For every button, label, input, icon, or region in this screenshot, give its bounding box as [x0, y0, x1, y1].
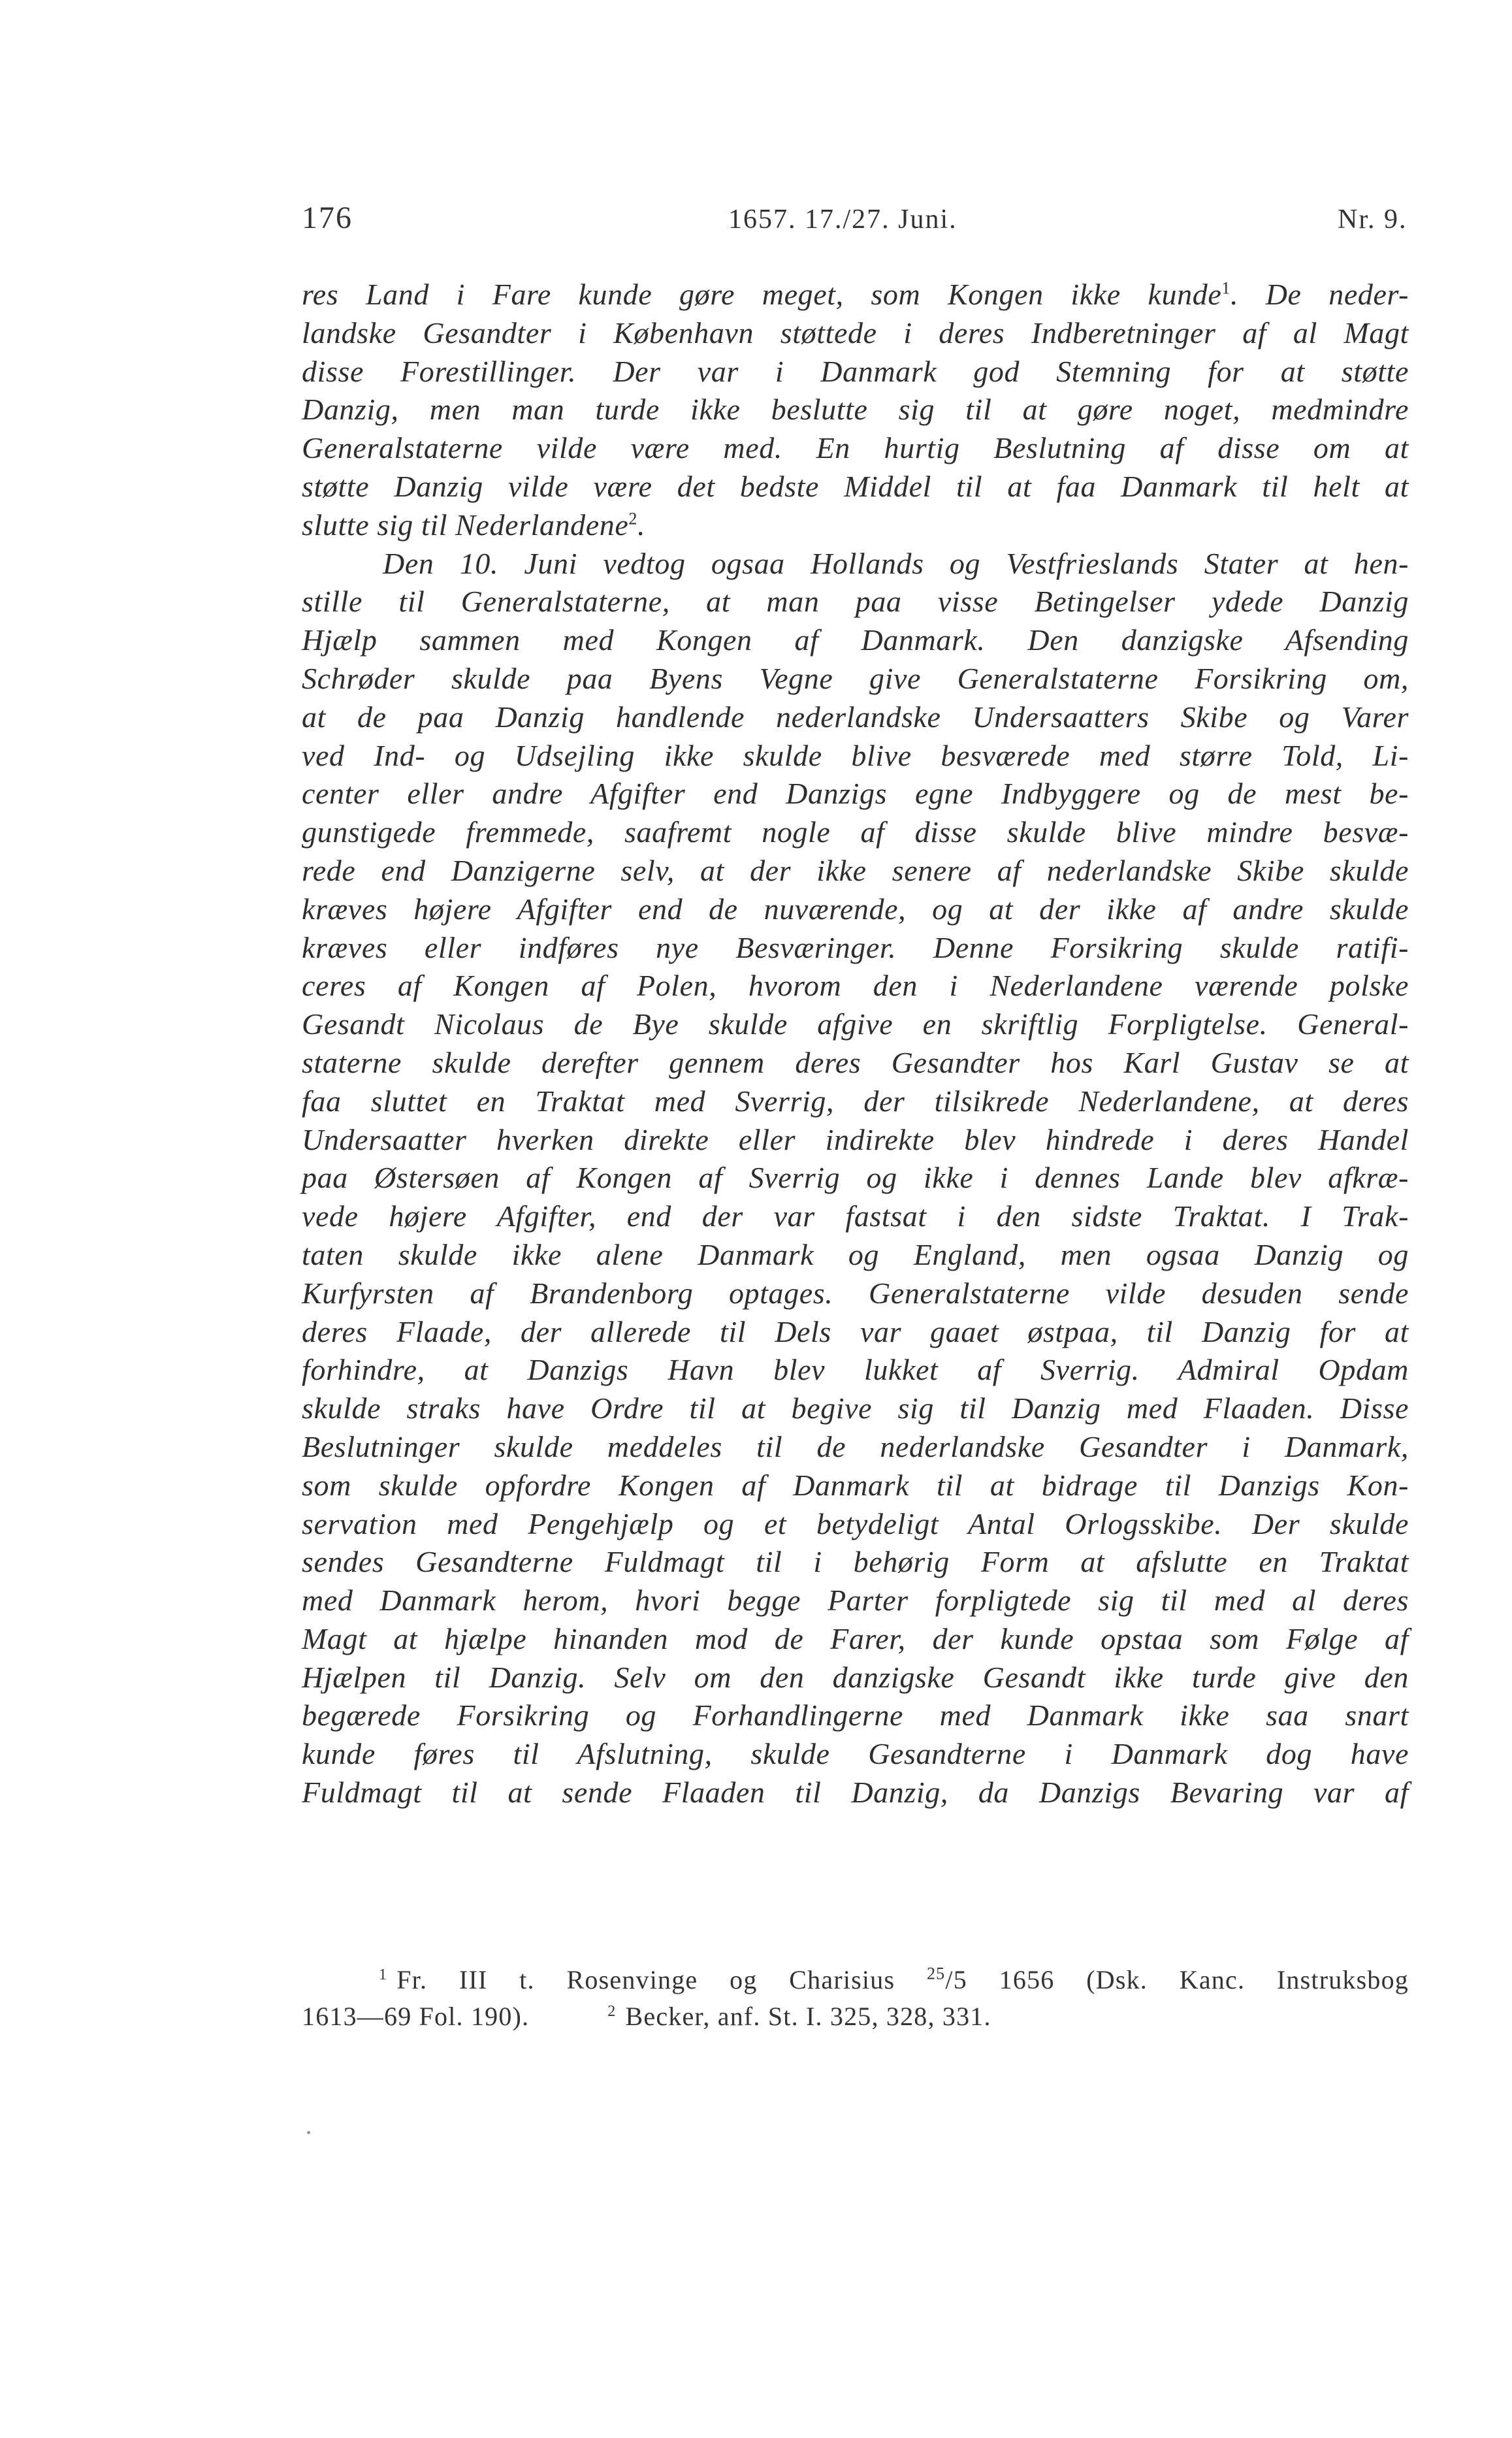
text-line: forhindre, at Danzigs Havn blev lukket af Sverrig. Admiral Opdam: [302, 1353, 1409, 1387]
running-header-date: 1657. 17./27. Juni.: [728, 204, 957, 235]
text-line: slutte sig til Nederlandene$^2$.: [302, 508, 646, 542]
text-line: deres Flaade, der allerede til Dels var gaaet østpaa, til Danzig for at: [302, 1314, 1409, 1348]
text-line: staterne skulde derefter gennem deres Gesandter hos Karl Gustav se at: [302, 1045, 1409, 1079]
footnotes: [302, 1962, 1409, 2035]
footnote-1: $^1$ Fr. III t. Rosenvinge og Charisius $^{25}$/5 1656 (Dsk. Kanc. Instruksbog: [379, 1964, 1409, 1994]
footnote-2: Becker, anf. St. I. 325, 328, 331.: [625, 2002, 991, 2031]
text-line: vede højere Afgifter, end der var fastsat i den sidste Traktat. I Trak-: [302, 1199, 1409, 1233]
text-line: sendes Gesandterne Fuldmagt til i behørig Form at afslutte en Traktat: [302, 1545, 1409, 1579]
text-line: stille til Generalstaterne, at man paa visse Betingelser ydede Danzig: [302, 585, 1409, 619]
text-line: res Land i Fare kunde gøre meget, som Kongen ikke kunde$^1$. De neder-: [302, 278, 1409, 311]
text-line: støtte Danzig vilde være det bedste Middel til at faa Danmark til helt at: [302, 469, 1409, 503]
text-line: begærede Forsikring og Forhandlingerne med Danmark ikke saa snart: [302, 1698, 1409, 1732]
text-line: Magt at hjælpe hinanden mod de Farer, der kunde opstaa som Følge af: [302, 1621, 1409, 1655]
footnote-1-continued: 1613—69 Fol. 190). $^2$ Becker, anf. St. I. 325, 328, 331.: [302, 2002, 991, 2031]
page-speck: [307, 2131, 310, 2134]
text-line: Hjælpen til Danzig. Selv om den danzigske Gesandt ikke turde give den: [302, 1660, 1409, 1694]
text-line: kræves eller indføres nye Besværinger. Denne Forsikring skulde ratifi-: [302, 930, 1409, 964]
text-line: gunstigede fremmede, saafremt nogle af disse skulde blive mindre besvæ-: [302, 815, 1409, 849]
text-line: at de paa Danzig handlende nederlandske Undersaatters Skibe og Varer: [302, 700, 1409, 734]
document-number: Nr. 9.: [1338, 204, 1407, 235]
text-line: kræves højere Afgifter end de nuværende, og at der ikke af andre skulde: [302, 892, 1409, 926]
text-line: Hjælp sammen med Kongen af Danmark. Den danzigske Afsending: [302, 623, 1409, 657]
text-line: disse Forestillinger. Der var i Danmark god Stemning for at støtte: [302, 354, 1409, 388]
text-line: landske Gesandter i København støttede i deres Indberetninger af al Magt: [302, 316, 1409, 349]
text-line: ceres af Kongen af Polen, hvorom den i Nederlandene værende polske: [302, 969, 1409, 1003]
text-line: Gesandt Nicolaus de Bye skulde afgive en skriftlig Forpligtelse. General-: [302, 1007, 1409, 1041]
text-line: Danzig, men man turde ikke beslutte sig til at gøre noget, medmindre: [302, 393, 1409, 427]
page-number: 176: [302, 201, 353, 235]
text-line: taten skulde ikke alene Danmark og England, men ogsaa Danzig og: [302, 1237, 1409, 1271]
text-line: Beslutninger skulde meddeles til de nederlandske Gesandter i Danmark,: [302, 1429, 1409, 1463]
text-line: ved Ind- og Udsejling ikke skulde blive besværede med større Told, Li-: [302, 738, 1409, 772]
footnote-2-mark: 2: [607, 2002, 617, 2020]
text-line: Undersaatter hverken direkte eller indirekte blev hindrede i deres Handel: [302, 1122, 1409, 1156]
text-line: Generalstaterne vilde være med. En hurtig Beslutning af disse om at: [302, 431, 1409, 465]
text-line: skulde straks have Ordre til at begive sig til Danzig med Flaaden. Disse: [302, 1391, 1409, 1425]
text-line: kunde føres til Afslutning, skulde Gesandterne i Danmark dog have: [302, 1737, 1409, 1771]
text-line: Kurfyrsten af Brandenborg optages. Generalstaterne vilde desuden sende: [302, 1276, 1409, 1310]
text-line: servation med Pengehjælp og et betydeligt Antal Orlogsskibe. Der skulde: [302, 1506, 1409, 1540]
text-line: med Danmark herom, hvori begge Parter forpligtede sig til med al deres: [302, 1584, 1409, 1617]
text-line: paa Østersøen af Kongen af Sverrig og ikke i dennes Lande blev afkræ-: [302, 1161, 1409, 1195]
footnote-ref: 1: [1221, 278, 1231, 298]
body-text: [302, 276, 1409, 1812]
text-line: som skulde opfordre Kongen af Danmark til at bidrage til Danzigs Kon-: [302, 1468, 1409, 1502]
text-line: Fuldmagt til at sende Flaaden til Danzig, da Danzigs Bevaring var af: [302, 1776, 1409, 1810]
paragraph-start: Den 10. Juni vedtog ogsaa Hollands og Vestfrieslands Stater at hen-: [383, 546, 1409, 580]
footnote-ref: 2: [628, 509, 638, 528]
text-line: center eller andre Afgifter end Danzigs egne Indbyggere og de mest be-: [302, 777, 1409, 811]
text-line: faa sluttet en Traktat med Sverrig, der tilsikrede Nederlandene, at deres: [302, 1084, 1409, 1118]
text-line: rede end Danzigerne selv, at der ikke senere af nederlandske Skibe skulde: [302, 853, 1409, 887]
text-line: Schrøder skulde paa Byens Vegne give Generalstaterne Forsikring om,: [302, 661, 1409, 695]
